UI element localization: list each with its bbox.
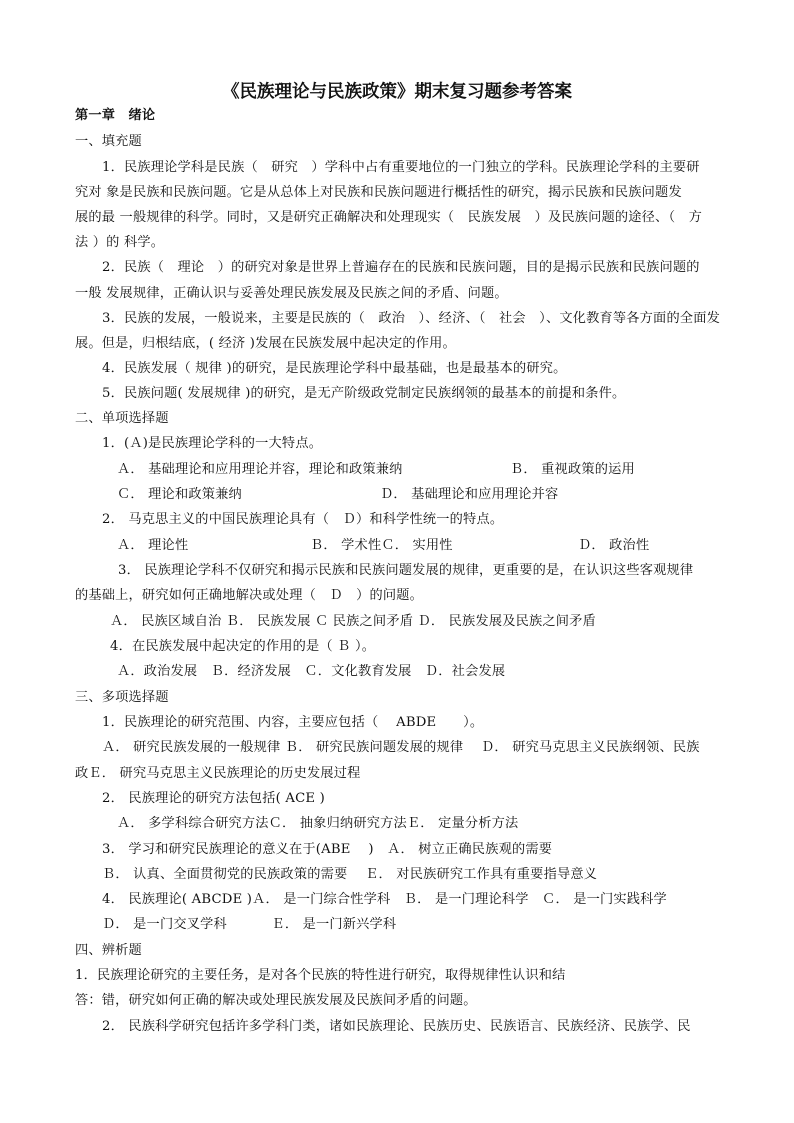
question-line: 4．在民族发展中起决定的作用的是（ Ｂ ）。 — [110, 639, 376, 654]
paragraph-line: 1．民族理论学科是民族（ 研究 ）学科中占有重要地位的一门独立的学科。民族理论学科的主要研 — [102, 160, 700, 175]
question-line: 2． 马克思主义的中国民族理论具有（ Ｄ）和科学性统一的特点。 — [102, 512, 504, 527]
option-line: Ｂ． 认真、全面贯彻党的民族政策的需要 Ｅ． 对民族研究工作具有重要指导意义 — [102, 867, 598, 882]
option-line: Ｄ． 是一门交叉学科 Ｅ． 是一门新兴学科 — [102, 917, 397, 932]
question-line: 1．民族理论的研究范围、内容，主要应包括（ ABDE ）。 — [102, 715, 484, 730]
question-line: 4． 民族理论( ABCDE )Ａ． 是一门综合性学科 Ｂ． 是一门理论科学 Ｃ． 是一门实践科学 — [102, 892, 667, 907]
paragraph-line: 展。但是，归根结底，( 经济 )发展在民族发展中起决定的作用。 — [75, 336, 456, 351]
chapter-heading: 第一章 绪论 — [75, 108, 156, 123]
question-line: 3． 学习和研究民族理论的意义在于(ABE ) Ａ． 树立正确民族观的需要 — [102, 842, 553, 857]
option-line: 政Ｅ． 研究马克思主义民族理论的历史发展过程 — [75, 766, 361, 781]
option-line: Ｄ． 基础理论和应用理论并容 — [380, 487, 559, 502]
question-line: 2． 民族科学研究包括许多学科门类，诸如民族理论、民族历史、民族语言、民族经济、民族学、民 — [102, 1019, 691, 1034]
question-line: 1．(Ａ)是民族理论学科的一大特点。 — [102, 436, 323, 451]
paragraph-line: 2．民族（ 理论 ）的研究对象是世界上普遍存在的民族和民族问题，目的是揭示民族和民族问题的 — [102, 260, 700, 275]
paragraph-line: 3．民族的发展，一般说来，主要是民族的（ 政治 ）、经济、（ 社会 ）、文化教育等各方面的全面发 — [102, 311, 720, 326]
option-line: Ａ．政治发展 Ｂ．经济发展 Ｃ．文化教育发展 Ｄ．社会发展 — [117, 664, 506, 679]
option-line: Ａ． 民族区域自治 Ｂ． 民族发展 Ｃ 民族之间矛盾 Ｄ． 民族发展及民族之间矛盾 — [110, 614, 596, 629]
option-line: Ｂ． 学术性Ｃ． 实用性 — [310, 538, 453, 553]
section-heading-multiple-choice: 三、多项选择题 — [75, 690, 169, 705]
option-line: Ｄ． 政治性 — [578, 538, 650, 553]
question-line: 1．民族理论研究的主要任务，是对各个民族的特性进行研究，取得规律性认识和结 — [75, 968, 566, 983]
section-heading-discrimination: 四、辨析题 — [75, 943, 142, 958]
paragraph-line: 5．民族问题( 发展规律 )的研究，是无产阶级政党制定民族纲领的最基本的前提和条件。 — [102, 386, 626, 401]
document-title: 《民族理论与民族政策》期末复习题参考答案 — [222, 82, 572, 102]
paragraph-line: 4．民族发展（ 规律 )的研究，是民族理论学科中最基础，也是最基本的研究。 — [102, 361, 567, 376]
section-heading-single-choice: 二、单项选择题 — [75, 411, 169, 426]
answer-line: 答：错，研究如何正确的解决或处理民族发展及民族间矛盾的问题。 — [75, 993, 477, 1008]
question-line: 的基础上，研究如何正确地解决或处理（ Ｄ ）的问题。 — [75, 588, 424, 603]
option-line: Ａ． 基础理论和应用理论并容，理论和政策兼纳 — [117, 462, 403, 477]
paragraph-line: 展的最 一般规律的科学。同时，又是研究正确解决和处理现实（ 民族发展 ）及民族问题的途径、（ 方 — [75, 210, 702, 225]
question-line: 3． 民族理论学科不仅研究和揭示民族和民族问题发展的规律，更重要的是，在认识这些客观规律 — [118, 563, 694, 578]
paragraph-line: 法 ）的 科学。 — [75, 235, 165, 250]
option-line: Ｂ． 重视政策的运用 — [510, 462, 635, 477]
option-line: Ａ． 研究民族发展的一般规律 Ｂ． 研究民族问题发展的规律 Ｄ． 研究马克思主义民族纲领、民族 — [102, 740, 700, 755]
section-heading-fill-in: 一、填充题 — [75, 134, 142, 149]
paragraph-line: 一般 发展规律，正确认识与妥善处理民族发展及民族之间的矛盾、问题。 — [75, 286, 508, 301]
option-line: Ｃ． 理论和政策兼纳 — [117, 487, 242, 502]
option-line: Ａ． 多学科综合研究方法Ｃ． 抽象归纳研究方法Ｅ． 定量分析方法 — [117, 816, 519, 831]
question-line: 2． 民族理论的研究方法包括( ACE ) — [102, 791, 325, 806]
option-line: Ａ． 理论性 — [117, 538, 189, 553]
paragraph-line: 究对 象是民族和民族问题。它是从总体上对民族和民族问题进行概括性的研究，揭示民族和民族问题发 — [75, 185, 682, 200]
